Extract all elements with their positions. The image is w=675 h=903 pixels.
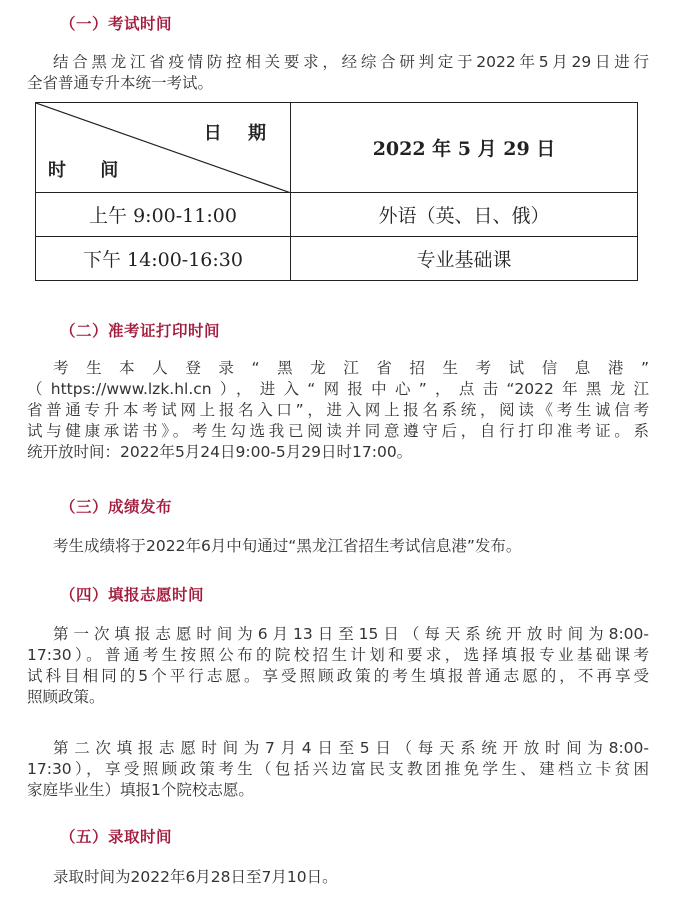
section-heading-admission-time: （五）录取时间 (60, 828, 173, 846)
table-row (36, 237, 638, 281)
paragraph-line: 第二次填报志愿时间为7月4日至5日（每天系统开放时间为8:00- (53, 739, 649, 757)
paragraph-line: 试科目相同的5个平行志愿。享受照顾政策的考生填报普通志愿的，不再享受 (27, 667, 649, 685)
subject-cell: 专业基础课 (291, 237, 638, 281)
paragraph-admission-ticket (27, 358, 649, 463)
paragraph-line: 统开放时间：2022年5月24日9:00-5月29日时17:00。 (27, 443, 413, 461)
header-date-label: 日 期 (203, 123, 276, 144)
paragraph-line: 录取时间为2022年6月28日至7月10日。 (53, 868, 338, 886)
paragraph-line: 17:30），享受照顾政策考生（包括兴边富民支教团推免学生、建档立卡贫困 (27, 760, 649, 778)
paragraph-line: 考生成绩将于2022年6月中旬通过“黑龙江省招生考试信息港”发布。 (53, 537, 522, 555)
table-row (36, 193, 638, 237)
paragraph-line: 省普通专升本考试网上报名入口”，进入网上报名系统，阅读《考生诚信考 (27, 401, 649, 419)
paragraph-line: 第一次填报志愿时间为6月13日至15日（每天系统开放时间为8:00- (53, 625, 649, 643)
subject-cell: 外语（英、日、俄） (291, 193, 638, 237)
paragraph-score-release (27, 536, 649, 557)
exam-date-cell: 2022 年 5 月 29 日 (291, 103, 638, 193)
session-time-cell: 上午 9:00-11:00 (36, 193, 291, 237)
paragraph-first-application (27, 624, 649, 708)
paragraph-exam-date (27, 52, 649, 94)
session-time-cell: 下午 14:00-16:30 (36, 237, 291, 281)
section-heading-score-release: （三）成绩发布 (60, 498, 173, 516)
header-time-label: 时 间 (48, 160, 133, 181)
paragraph-line: 家庭毕业生）填报1个院校志愿。 (27, 781, 254, 799)
paragraph-line: 17:30）。普通考生按照公布的院校招生计划和要求，选择填报专业基础课考 (27, 646, 649, 664)
section-heading-application: （四）填报志愿时间 (60, 586, 205, 604)
paragraph-line: 全省普通专升本统一考试。 (27, 74, 214, 92)
section-heading-exam-time: （一）考试时间 (60, 15, 173, 33)
exam-schedule-table (35, 102, 638, 281)
paragraph-line: 试与健康承诺书》。考生勾选我已阅读并同意遵守后，自行打印准考证。系 (27, 422, 649, 440)
section-heading-admission-ticket: （二）准考证打印时间 (60, 322, 221, 340)
paragraph-admission-time (27, 867, 649, 888)
paragraph-line: 照顾政策。 (27, 688, 105, 706)
paragraph-line: 结合黑龙江省疫情防控相关要求，经综合研判定于2022年5月29日进行 (53, 53, 649, 71)
table-header-row (36, 103, 638, 193)
paragraph-line: （https://www.lzk.hl.cn），进入“网报中心”，点击“2022年黑龙江 (27, 380, 649, 398)
paragraph-line: 考生本人登录“黑龙江省招生考试信息港” (53, 359, 649, 377)
diagonal-header-cell (36, 103, 291, 193)
paragraph-second-application (27, 738, 649, 801)
